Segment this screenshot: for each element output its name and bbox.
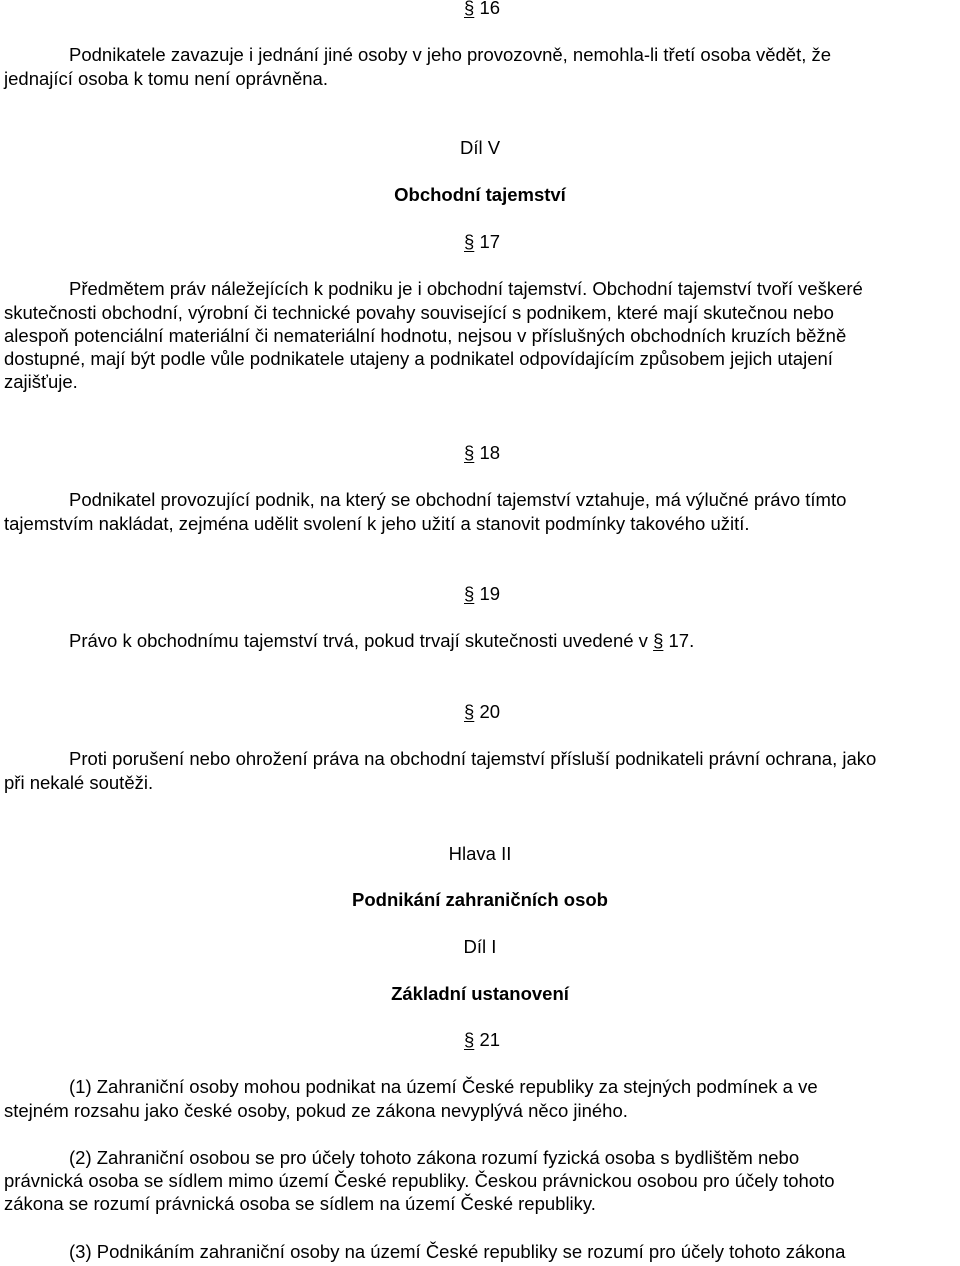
section-number: 16 <box>479 0 501 18</box>
part-title: Díl V <box>459 137 501 158</box>
part-name: Obchodní tajemství <box>394 184 566 205</box>
section-18-heading <box>464 441 500 465</box>
section-number: 18 <box>479 442 501 463</box>
text-line: Podnikatele zavazuje i jednání jiné osoby v jeho provozovně, nemohla-li třetí osoba vědět, že <box>69 44 832 65</box>
section-20-heading <box>464 700 500 724</box>
section-16-heading <box>464 0 500 20</box>
chapter-title: Hlava II <box>448 843 512 864</box>
section-number: 19 <box>479 583 501 604</box>
text-line: jednající osoba k tomu není oprávněna. <box>4 68 328 89</box>
text-line: alespoň potenciální materiální či nemateriální hodnotu, nejsou v příslušných obchodních kruzích běžně <box>4 325 847 346</box>
text-line: Předmětem práv náležejících k podniku je i obchodní tajemství. Obchodní tajemství tvoří veškeré <box>69 278 863 299</box>
section-number: 20 <box>479 701 501 722</box>
chapter-name: Podnikání zahraničních osob <box>352 889 608 910</box>
text-segment: Právo k obchodnímu tajemství trvá, pokud trvají skutečnosti uvedené v <box>69 630 648 651</box>
part-title: Díl I <box>463 936 497 957</box>
text-line: (3) Podnikáním zahraniční osoby na území České republiky se rozumí pro účely tohoto zákona <box>69 1241 846 1262</box>
text-line: zákona se rozumí právnická osoba se sídlem na území České republiky. <box>4 1193 596 1214</box>
text-line: dostupné, mají být podle vůle podnikatele utajeny a podnikatel odpovídajícím způsobem jejich utajení <box>4 348 833 369</box>
section-19-heading <box>464 582 500 606</box>
section-number: 17 <box>479 231 501 252</box>
paragraph-19 <box>69 629 694 653</box>
text-line: (1) Zahraniční osoby mohou podnikat na území České republiky za stejných podmínek a ve <box>69 1076 818 1097</box>
text-line: (2) Zahraniční osobou se pro účely tohoto zákona rozumí fyzická osoba s bydlištěm nebo <box>69 1147 800 1168</box>
section-21-heading <box>464 1028 500 1052</box>
text-line: zajišťuje. <box>4 371 78 392</box>
section-17-heading <box>464 230 500 254</box>
text-line: tajemstvím nakládat, zejména udělit svolení k jeho užití a stanovit podmínky takového užití. <box>4 513 750 534</box>
section-symbol: § <box>464 1029 475 1050</box>
section-symbol: § <box>653 630 664 651</box>
section-number: 21 <box>479 1029 501 1050</box>
text-line: Proti porušení nebo ohrožení práva na obchodní tajemství přísluší podnikateli právní ochrana, jako <box>69 748 877 769</box>
text-segment: 17. <box>668 630 695 651</box>
text-line: Podnikatel provozující podnik, na který se obchodní tajemství vztahuje, má výlučné právo tímto <box>69 489 847 510</box>
text-line: právnická osoba se sídlem mimo území České republiky. Českou právnickou osobou pro účely tohoto <box>4 1170 835 1191</box>
text-line: při nekalé soutěži. <box>4 772 154 793</box>
section-symbol: § <box>464 0 475 18</box>
section-symbol: § <box>464 701 475 722</box>
section-symbol: § <box>464 442 475 463</box>
section-symbol: § <box>464 231 475 252</box>
part-name: Základní ustanovení <box>391 983 569 1004</box>
text-line: skutečnosti obchodní, výrobní či technické povahy související s podnikem, které mají skutečnou nebo <box>4 302 834 323</box>
section-symbol: § <box>464 583 475 604</box>
text-line: stejném rozsahu jako české osoby, pokud ze zákona nevyplývá něco jiného. <box>4 1100 628 1121</box>
